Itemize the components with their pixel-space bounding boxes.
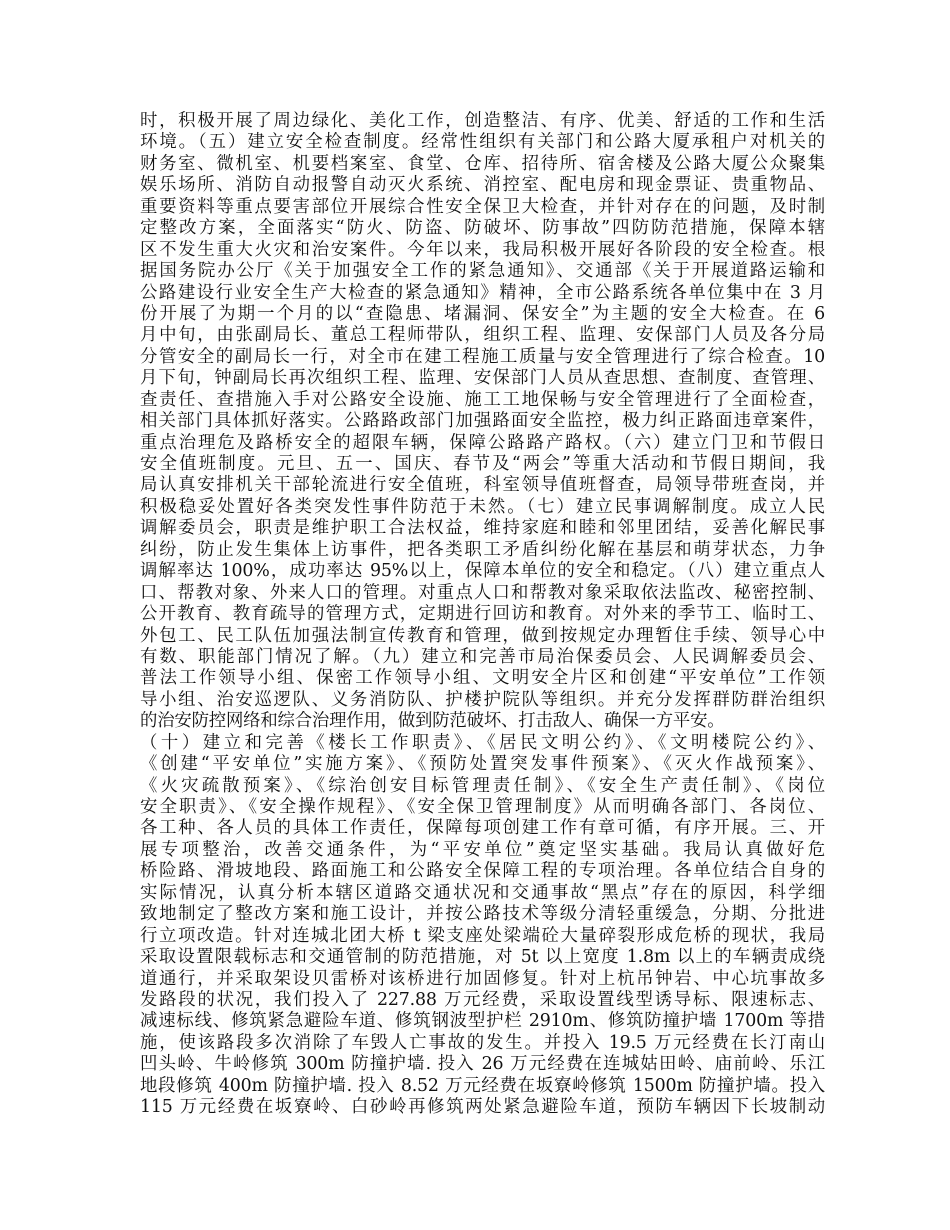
text-line: 相关部门具体抓好落实。公路路政部门加强路面安全监控，极力纠正路面违章案件， [140,411,825,432]
text-line: 重点治理危及路桥安全的超限车辆，保障公路路产路权。（六）建立门卫和节假日 [140,432,825,453]
text-line: 份开展了为期一个月的以“查隐患、堵漏洞、保安全”为主题的安全大检查。在 6 [140,303,825,324]
text-line: 行立项改造。针对连城北团大桥 t 梁支座处梁端砼大量碎裂形成危桥的现状，我局 [140,925,825,946]
text-line: 积极稳妥处置好各类突发性事件防范于未然。（七）建立民事调解制度。成立人民 [140,496,825,517]
text-line: 各工种、各人员的具体工作责任，保障每项创建工作有章可循，有序开展。三、开 [140,818,825,839]
text-line: 致地制定了整改方案和施工设计，并按公路技术等级分清轻重缓急，分期、分批进 [140,904,825,925]
text-line: 普法工作领导小组、保密工作领导小组、文明安全片区和创建“平安单位”工作领 [140,668,825,689]
text-line: 采取设置限载标志和交通管制的防范措施，对 5t 以上宽度 1.8m 以上的车辆责成绕 [140,947,825,968]
text-line: （十）建立和完善《楼长工作职责》、《居民文明公约》、《文明楼院公约》、 [140,732,825,753]
text-line: 发路段的状况，我们投入了 227.88 万元经费，采取设置线型诱导标、限速标志、 [140,989,825,1010]
text-line: 115 万元经费在坂寮岭、白砂岭再修筑两处紧急避险车道，预防车辆因下长坡制动 [140,1097,825,1118]
text-line: 安全值班制度。元旦、五一、国庆、春节及“两会”等重大活动和节假日期间，我 [140,454,825,474]
text-line: 分管安全的副局长一行，对全市在建工程施工质量与安全管理进行了综合检查。10 [140,346,825,367]
text-line: 口、帮教对象、外来人口的管理。对重点人口和帮教对象采取依法监改、秘密控制、 [140,582,825,603]
text-line: 时，积极开展了周边绿化、美化工作，创造整洁、有序、优美、舒适的工作和生活 [140,111,825,131]
text-line: 地段修筑 400m 防撞护墙. 投入 8.52 万元经费在坂寮岭修筑 1500m 防撞护墙。投入 [140,1075,825,1096]
text-line: 重要资料等重点要害部位开展综合性安全保卫大检查，并针对存在的问题，及时制 [140,196,825,217]
body-text [140,111,825,1119]
text-line: 实际情况，认真分析本辖区道路交通状况和交通事故“黑点”存在的原因，科学细 [140,882,825,903]
text-line: 的治安防控网络和综合治理作用，做到防范破坏、打击敌人、确保一方平安。 [140,711,725,732]
text-line: 《创建“平安单位”实施方案》、《预防处置突发事件预案》、《灭火作战预案》、 [140,754,825,775]
text-line: 调解率达 100%，成功率达 95%以上，保障本单位的安全和稳定。（八）建立重点人 [140,561,825,582]
text-line: 娱乐场所、消防自动报警自动灭火系统、消控室、配电房和现金票证、贵重物品、 [140,175,825,196]
text-line: 有数、职能部门情况了解。（九）建立和完善市局治保委员会、人民调解委员会、 [140,646,825,667]
text-line: 凹头岭、牛岭修筑 300m 防撞护墙. 投入 26 万元经费在连城姑田岭、庙前岭、乐江 [140,1054,825,1075]
text-line: 桥险路、滑坡地段、路面施工和公路安全保障工程的专项治理。各单位结合自身的 [140,861,825,882]
text-line: 查责任、查措施入手对公路安全设施、施工工地保畅与安全管理进行了全面检查， [140,389,825,410]
text-line: 外包工、民工队伍加强法制宣传教育和管理，做到按规定办理暂住手续、领导心中 [140,625,825,646]
text-line: 公路建设行业安全生产大检查的紧急通知》精神，全市公路系统各单位集中在 3 月 [140,282,825,303]
text-line: 定整改方案，全面落实“防火、防盗、防破坏、防事故”四防防范措施，保障本辖 [140,218,825,239]
text-line: 月下旬，钟副局长再次组织工程、监理、安保部门人员从查思想、查制度、查管理、 [140,368,825,389]
text-line: 公开教育、教育疏导的管理方式，定期进行回访和教育。对外来的季节工、临时工、 [140,604,825,625]
text-line: 《火灾疏散预案》、《综治创安目标管理责任制》、《安全生产责任制》、《岗位 [140,775,825,796]
text-line: 局认真安排机关干部轮流进行安全值班，科室领导值班督查，局领导带班查岗，并 [140,475,825,496]
text-line: 环境。（五）建立安全检查制度。经常性组织有关部门和公路大厦承租户对机关的 [140,132,825,153]
text-line: 据国务院办公厅《关于加强安全工作的紧急通知》、交通部《关于开展道路运输和 [140,261,825,282]
text-line: 减速标线、修筑紧急避险车道、修筑钢波型护栏 2910m、修筑防撞护墙 1700m 等措 [140,1011,825,1032]
text-line: 安全职责》、《安全操作规程》、《安全保卫管理制度》从而明确各部门、各岗位、 [140,797,825,817]
text-line: 月中旬，由张副局长、董总工程师带队，组织工程、监理、安保部门人员及各分局 [140,325,825,346]
text-line: 调解委员会，职责是维护职工合法权益，维持家庭和睦和邻里团结，妥善化解民事 [140,518,825,539]
text-line: 财务室、微机室、机要档案室、食堂、仓库、招待所、宿舍楼及公路大厦公众聚集 [140,153,825,174]
text-line: 纠纷，防止发生集体上访事件，把各类职工矛盾纠纷化解在基层和萌芽状态，力争 [140,539,825,560]
text-line: 导小组、治安巡逻队、义务消防队、护楼护院队等组织。并充分发挥群防群治组织 [140,689,825,710]
text-line: 道通行，并采取架设贝雷桥对该桥进行加固修复。针对上杭吊钟岩、中心坑事故多 [140,968,825,989]
text-line: 区不发生重大火灾和治安案件。今年以来，我局积极开展好各阶段的安全检查。根 [140,239,825,260]
text-line: 展专项整治，改善交通条件，为“平安单位”奠定坚实基础。我局认真做好危 [140,839,825,860]
text-line: 施，使该路段多次消除了车毁人亡事故的发生。并投入 19.5 万元经费在长汀南山 [140,1032,825,1053]
